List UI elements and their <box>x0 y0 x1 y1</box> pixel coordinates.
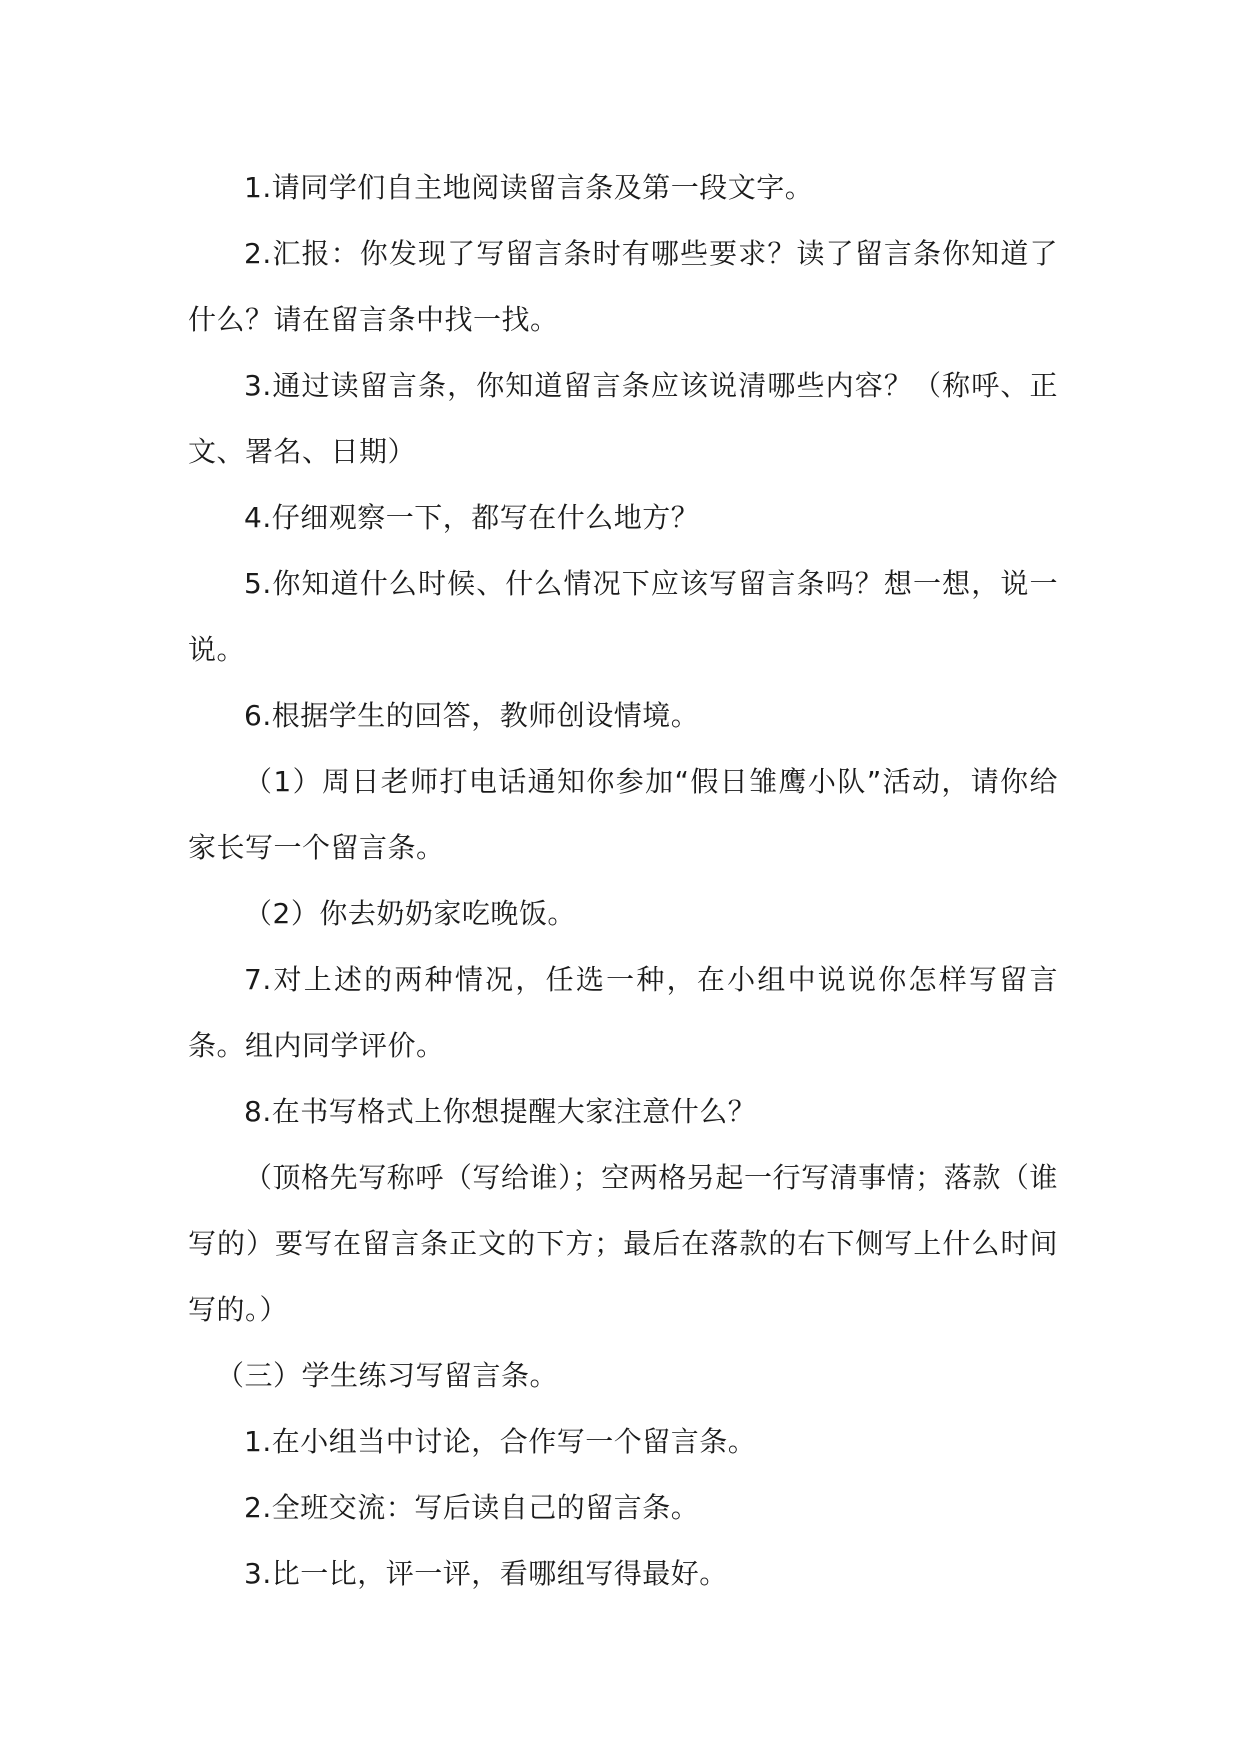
section-heading-practice: （三）学生练习写留言条。 <box>216 1359 559 1392</box>
paragraph-scenario-2: （2）你去奶奶家吃晚饭。 <box>244 897 576 930</box>
paragraph-step-6: 6.根据学生的回答，教师创设情境。 <box>244 699 700 732</box>
paragraph-scenario-1: （1）周日老师打电话通知你参加“假日雏鹰小队”活动，请你给家长写一个留言条。 <box>188 765 1058 864</box>
paragraph-step-1: 1.请同学们自主地阅读留言条及第一段文字。 <box>244 171 814 204</box>
paragraph-step-7: 7.对上述的两种情况，任选一种，在小组中说说你怎样写留言条。组内同学评价。 <box>188 963 1058 1062</box>
paragraph-practice-2: 2.全班交流：写后读自己的留言条。 <box>244 1491 700 1524</box>
paragraph-step-4: 4.仔细观察一下，都写在什么地方？ <box>244 501 700 534</box>
document-body <box>188 155 1058 1607</box>
paragraph-format-notes: （顶格先写称呼（写给谁）；空两格另起一行写清事情；落款（谁写的）要写在留言条正文的下方；最后在落款的右下侧写上什么时间写的。） <box>188 1161 1058 1326</box>
paragraph-step-3: 3.通过读留言条，你知道留言条应该说清哪些内容？（称呼、正文、署名、日期） <box>188 369 1058 468</box>
paragraph-step-8: 8.在书写格式上你想提醒大家注意什么？ <box>244 1095 757 1128</box>
paragraph-practice-1: 1.在小组当中讨论，合作写一个留言条。 <box>244 1425 757 1458</box>
paragraph-practice-3: 3.比一比，评一评，看哪组写得最好。 <box>244 1557 728 1590</box>
paragraph-step-5: 5.你知道什么时候、什么情况下应该写留言条吗？想一想，说一说。 <box>188 567 1058 666</box>
paragraph-step-2: 2.汇报：你发现了写留言条时有哪些要求？读了留言条你知道了什么？请在留言条中找一找。 <box>188 237 1058 336</box>
